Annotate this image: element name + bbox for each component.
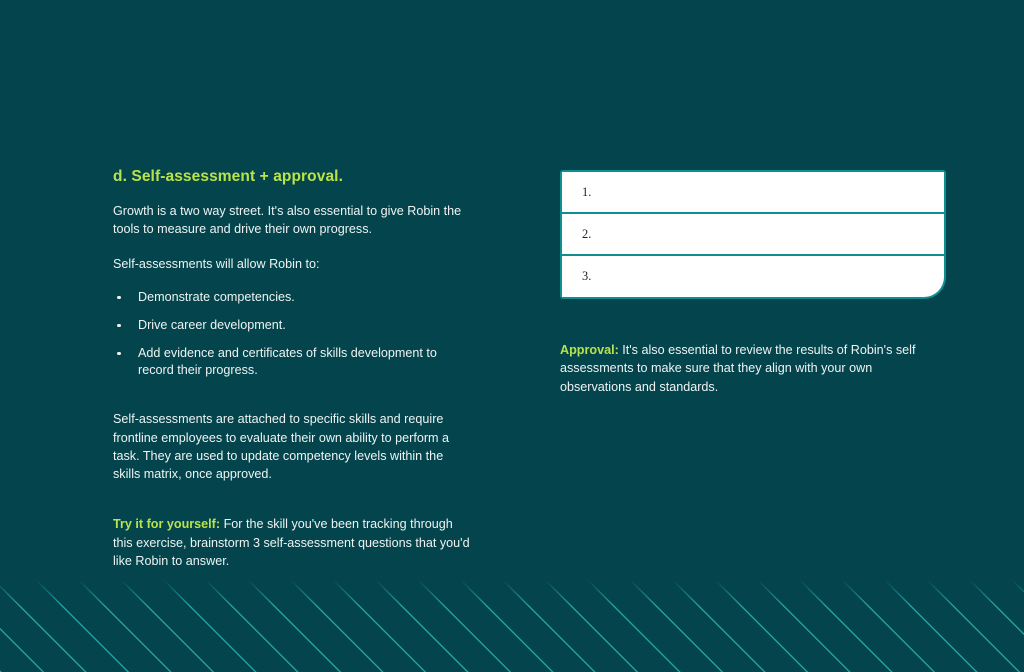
try-it-text: For the skill you've been tracking through this exercise, brainstorm 3 self-assessment questions that you'd like Robin to answer.: [113, 517, 470, 568]
answer-row-number: 1.: [582, 184, 592, 199]
answer-row-number: 3.: [582, 269, 592, 283]
bullet-dot-icon: [117, 324, 121, 328]
list-item-label: Demonstrate competencies.: [138, 289, 295, 304]
bullet-dot-icon: [117, 296, 121, 300]
answer-input-card: [560, 170, 946, 299]
right-content-column: [560, 170, 946, 396]
answer-row[interactable]: [562, 214, 944, 254]
try-it-paragraph: [113, 515, 473, 570]
detail-paragraph: Self-assessments are attached to specific skills and require frontline employees to evaluate their own ability to perform a task. They are used to update competency levels within the skills matrix, once approved.: [113, 412, 450, 481]
approval-paragraph: [560, 341, 946, 396]
list-item-label: Drive career development.: [138, 317, 286, 332]
content-spacer: [113, 499, 473, 515]
approval-text: It's also essential to review the results of Robin's self assessments to make sure that they align with your own observations and standards.: [560, 343, 916, 394]
list-intro-text: Self-assessments will allow Robin to:: [113, 256, 320, 271]
answer-row-number: 2.: [582, 226, 592, 241]
answer-row[interactable]: [562, 256, 944, 297]
list-item: [113, 345, 473, 381]
page-title: d. Self-assessment + approval.: [113, 168, 343, 185]
list-item: [113, 317, 473, 335]
list-item-label: Add evidence and certificates of skills development to record their progress.: [138, 345, 437, 378]
content-spacer: [113, 380, 473, 410]
content-spacer: [560, 299, 946, 341]
bullet-dot-icon: [117, 352, 121, 356]
list-item: [113, 289, 473, 307]
answer-row[interactable]: [562, 172, 944, 212]
left-content-column: [113, 168, 473, 570]
capability-bullet-list: [113, 289, 473, 381]
try-it-label: Try it for yourself:: [113, 517, 221, 532]
approval-label: Approval:: [560, 343, 619, 357]
intro-paragraph: Growth is a two way street. It's also essential to give Robin the tools to measure and drive their own progress.: [113, 204, 462, 237]
